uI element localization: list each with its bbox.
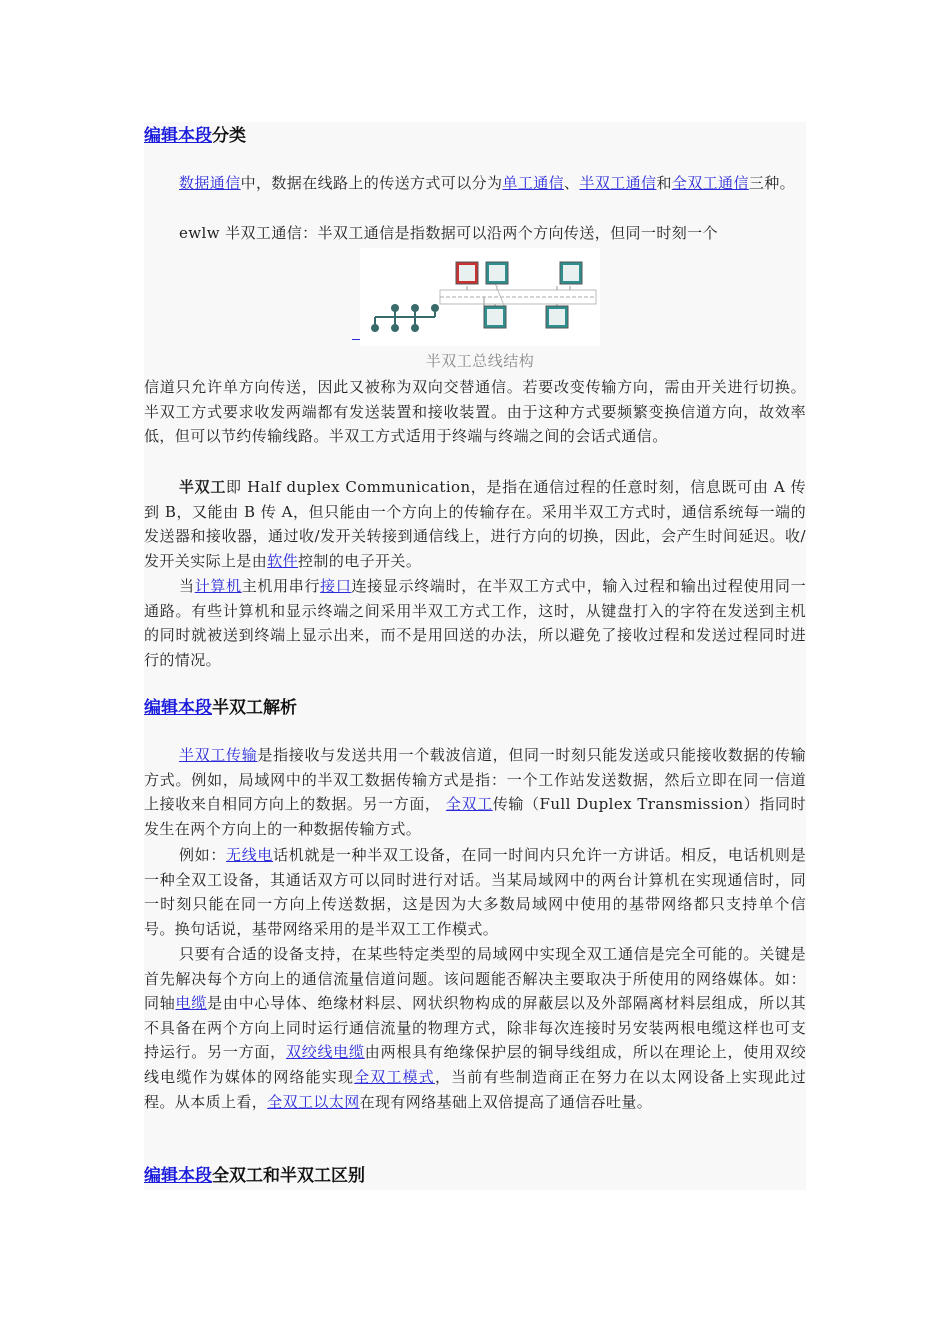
text: 即 Half duplex Communication，是指在通信过程的任意时刻，信息既可由 A 传到 B，又能由 B 传 A，但只能由一个方向上的传输存在。采用半双工方式时，通信系统每一端的发送器和接收器，通过收/发开关转接到通信线上，进行方向的切换，因此，会产生时间延迟。收/发开关实际上是由 [144, 478, 807, 570]
edit-section-link[interactable]: 编辑本段 [144, 1166, 212, 1186]
text: 三种。 [748, 174, 796, 192]
paragraph-intro [144, 171, 806, 196]
paragraph-half-duplex-definition: ewlw 半双工通信：半双工通信是指数据可以沿两个方向传送，但同一时刻一个 [179, 224, 718, 242]
text: 传输（Full Duplex Transmission）指同时发生在两个方向上的一种数据传输方式。 [144, 795, 806, 838]
text: 、 [564, 174, 580, 192]
link-full-duplex-ethernet[interactable]: 全双工以太网 [267, 1092, 360, 1111]
link-simplex[interactable]: 单工通信 [502, 174, 565, 192]
paragraph-full-duplex-media [144, 942, 806, 1114]
link-cable[interactable]: 电缆 [175, 994, 208, 1013]
section-heading-classification [144, 124, 246, 148]
link-twisted-pair[interactable]: 双绞线电缆 [285, 1043, 365, 1062]
paragraph-half-duplex-communication [144, 475, 806, 573]
figure-caption: 半双工总线结构 [425, 352, 535, 370]
bus-diagram-icon [360, 248, 600, 346]
bus-topology-figure [360, 248, 600, 346]
link-full-duplex[interactable]: 全双工通信 [671, 174, 749, 192]
link-software[interactable]: 软件 [267, 551, 299, 570]
text: 中，数据在线路上的传送方式可以分为 [240, 174, 503, 192]
link-half-duplex-transmission[interactable]: 半双工传输 [179, 746, 258, 764]
link-computer[interactable]: 计算机 [194, 577, 242, 595]
text: 只要有合适的设备支持，在某些特定类型的局域网中实现全双工通信是完全可能的。关键是首先解决每个方向上的通信流量信道问题。该问题能否解决主要取决于所使用的网络媒体。如：同轴 [144, 945, 806, 1013]
section-title: 全双工和半双工区别 [212, 1166, 365, 1186]
paragraph-radio-example [144, 843, 806, 941]
text: 连接显示终端时，在半双工方式中，输入过程和输出过程使用同一通路。有些计算机和显示终端之间采用半双工方式工作，这时，从键盘打入的字符在发送到主机的同时就被送到终端上显示出来，而不是用回送的办法，所以避免了接收过程和发送过程同时进行的情况。 [144, 577, 806, 669]
text: ，当前有些制造商正在努力在以太网设备上实现此过程。从本质上看， [144, 1067, 806, 1111]
text: 话机就是一种半双工设备，在同一时间内只允许一方讲话。相反，电话机则是一种全双工设备，其通话双方可以同时进行对话。当某局域网中的两台计算机在实现通信时，同一时刻只能在同一方向上传送数据，这是因为大多数局域网中使用的基带网络都只支持单个信号。换句话说，基带网络采用的是半双工工作模式。 [144, 846, 806, 938]
edit-section-link[interactable]: 编辑本段 [144, 126, 212, 146]
link-interface[interactable]: 接口 [320, 577, 352, 595]
link-data-communication[interactable]: 数据通信 [179, 174, 241, 192]
paragraph-channel-direction: 信道只允许单方向传送，因此又被称为双向交替通信。若要改变传输方向，需由开关进行切换。半双工方式要求收发两端都有发送装置和接收装置。由于这种方式要频繁变换信道方向，故效率低，但可以节约传输线路。半双工方式适用于终端与终端之间的会话式通信。 [144, 378, 806, 446]
text: 控制的电子开关。 [298, 551, 422, 570]
paragraph-computer-terminal [144, 574, 806, 672]
link-full-duplex-mode[interactable]: 全双工模式 [354, 1067, 435, 1086]
section-heading-difference [144, 1164, 365, 1188]
text: 由两根具有绝缘保护层的铜导线组成，所以在理论上，使用双绞线电缆作为媒体的网络能实现 [144, 1043, 806, 1086]
text: 在现有网络基础上双倍提高了通信吞吐量。 [359, 1092, 653, 1111]
text: 当 [179, 577, 195, 595]
section-title: 半双工解析 [212, 698, 297, 718]
bold-term: 半双工 [179, 478, 227, 496]
paragraph-half-duplex-transmission [144, 743, 806, 841]
figure-link-underline[interactable] [352, 339, 360, 340]
text: 主机用串行 [241, 577, 321, 595]
link-half-duplex[interactable]: 半双工通信 [579, 174, 657, 192]
link-radio[interactable]: 无线电 [226, 846, 274, 864]
text: 是由中心导体、绝缘材料层、网状织物构成的屏蔽层以及外部隔离材料层组成，所以其不具备在两个方向上同时运行通信流量的物理方式，除非每次连接时另安装两根电缆这样也可支持运行。另一方面， [144, 994, 806, 1062]
edit-section-link[interactable]: 编辑本段 [144, 698, 212, 718]
text: 例如： [179, 846, 227, 864]
text: 是指接收与发送共用一个载波信道，但同一时刻只能发送或只能接收数据的传输方式。例如，局域网中的半双工数据传输方式是指：一个工作站发送数据，然后立即在同一信道上接收来自相同方向上的数据。另一方面， [144, 746, 806, 814]
section-title: 分类 [212, 126, 246, 146]
link-full-duplex-2[interactable]: 全双工 [445, 795, 493, 814]
text: 和 [656, 174, 672, 192]
section-heading-analysis [144, 696, 297, 720]
